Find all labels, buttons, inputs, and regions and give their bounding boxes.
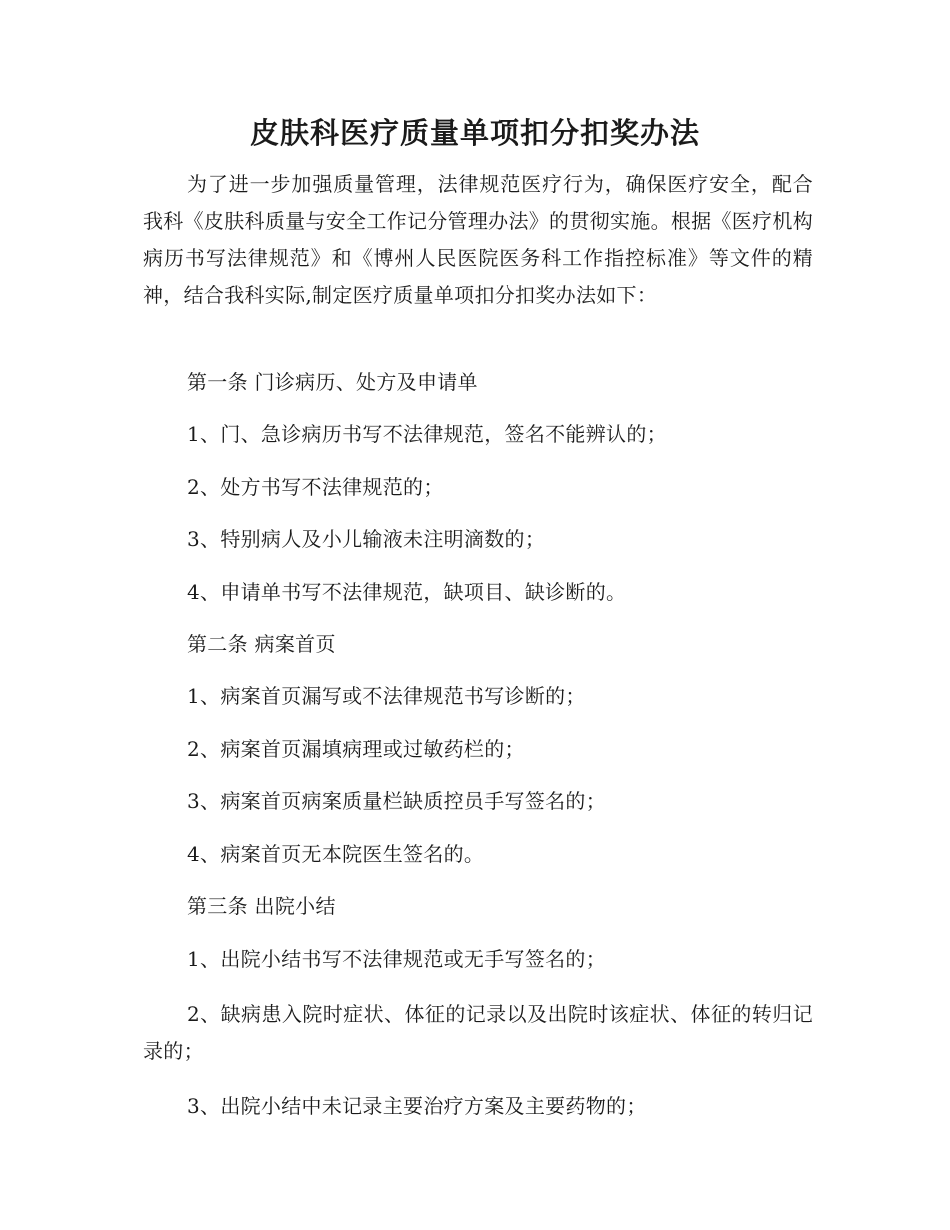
section-item: 2、病案首页漏填病理或过敏药栏的；	[187, 737, 525, 761]
section-item: 3、特别病人及小儿输液未注明滴数的；	[187, 527, 546, 551]
section-item: 4、申请单书写不法律规范，缺项目、缺诊断的。	[187, 580, 627, 604]
intro-paragraph: 为了进一步加强质量管理，法律规范医疗行为，确保医疗安全，配合我科《皮肤科质量与安全工作记分管理办法》的贯彻实施。根据《医疗机构病历书写法律规范》和《博州人民医院医务科工作指控标准》等文件的精神，结合我科实际,制定医疗质量单项扣分扣奖办法如下：	[143, 172, 813, 307]
section-heading: 第三条 出院小结	[187, 894, 336, 918]
section-item: 2、处方书写不法律规范的；	[187, 475, 444, 499]
section-item: 1、出院小结书写不法律规范或无手写签名的；	[187, 947, 607, 971]
document-title: 皮肤科医疗质量单项扣分扣奖办法	[249, 116, 700, 150]
section-item: 1、门、急诊病历书写不法律规范，签名不能辨认的；	[187, 422, 667, 446]
section-item: 3、病案首页病案质量栏缺质控员手写签名的；	[187, 789, 607, 813]
section-item: 4、病案首页无本院医生签名的。	[187, 842, 485, 866]
section-item: 1、病案首页漏写或不法律规范书写诊断的；	[187, 684, 586, 708]
section-heading: 第二条 病案首页	[187, 632, 336, 656]
section-item: 2、缺病患入院时症状、体征的记录以及出院时该症状、体征的转归记录的；	[143, 1002, 813, 1063]
section-item: 3、出院小结中未记录主要治疗方案及主要药物的；	[187, 1094, 647, 1118]
section-heading: 第一条 门诊病历、处方及申请单	[187, 370, 478, 394]
